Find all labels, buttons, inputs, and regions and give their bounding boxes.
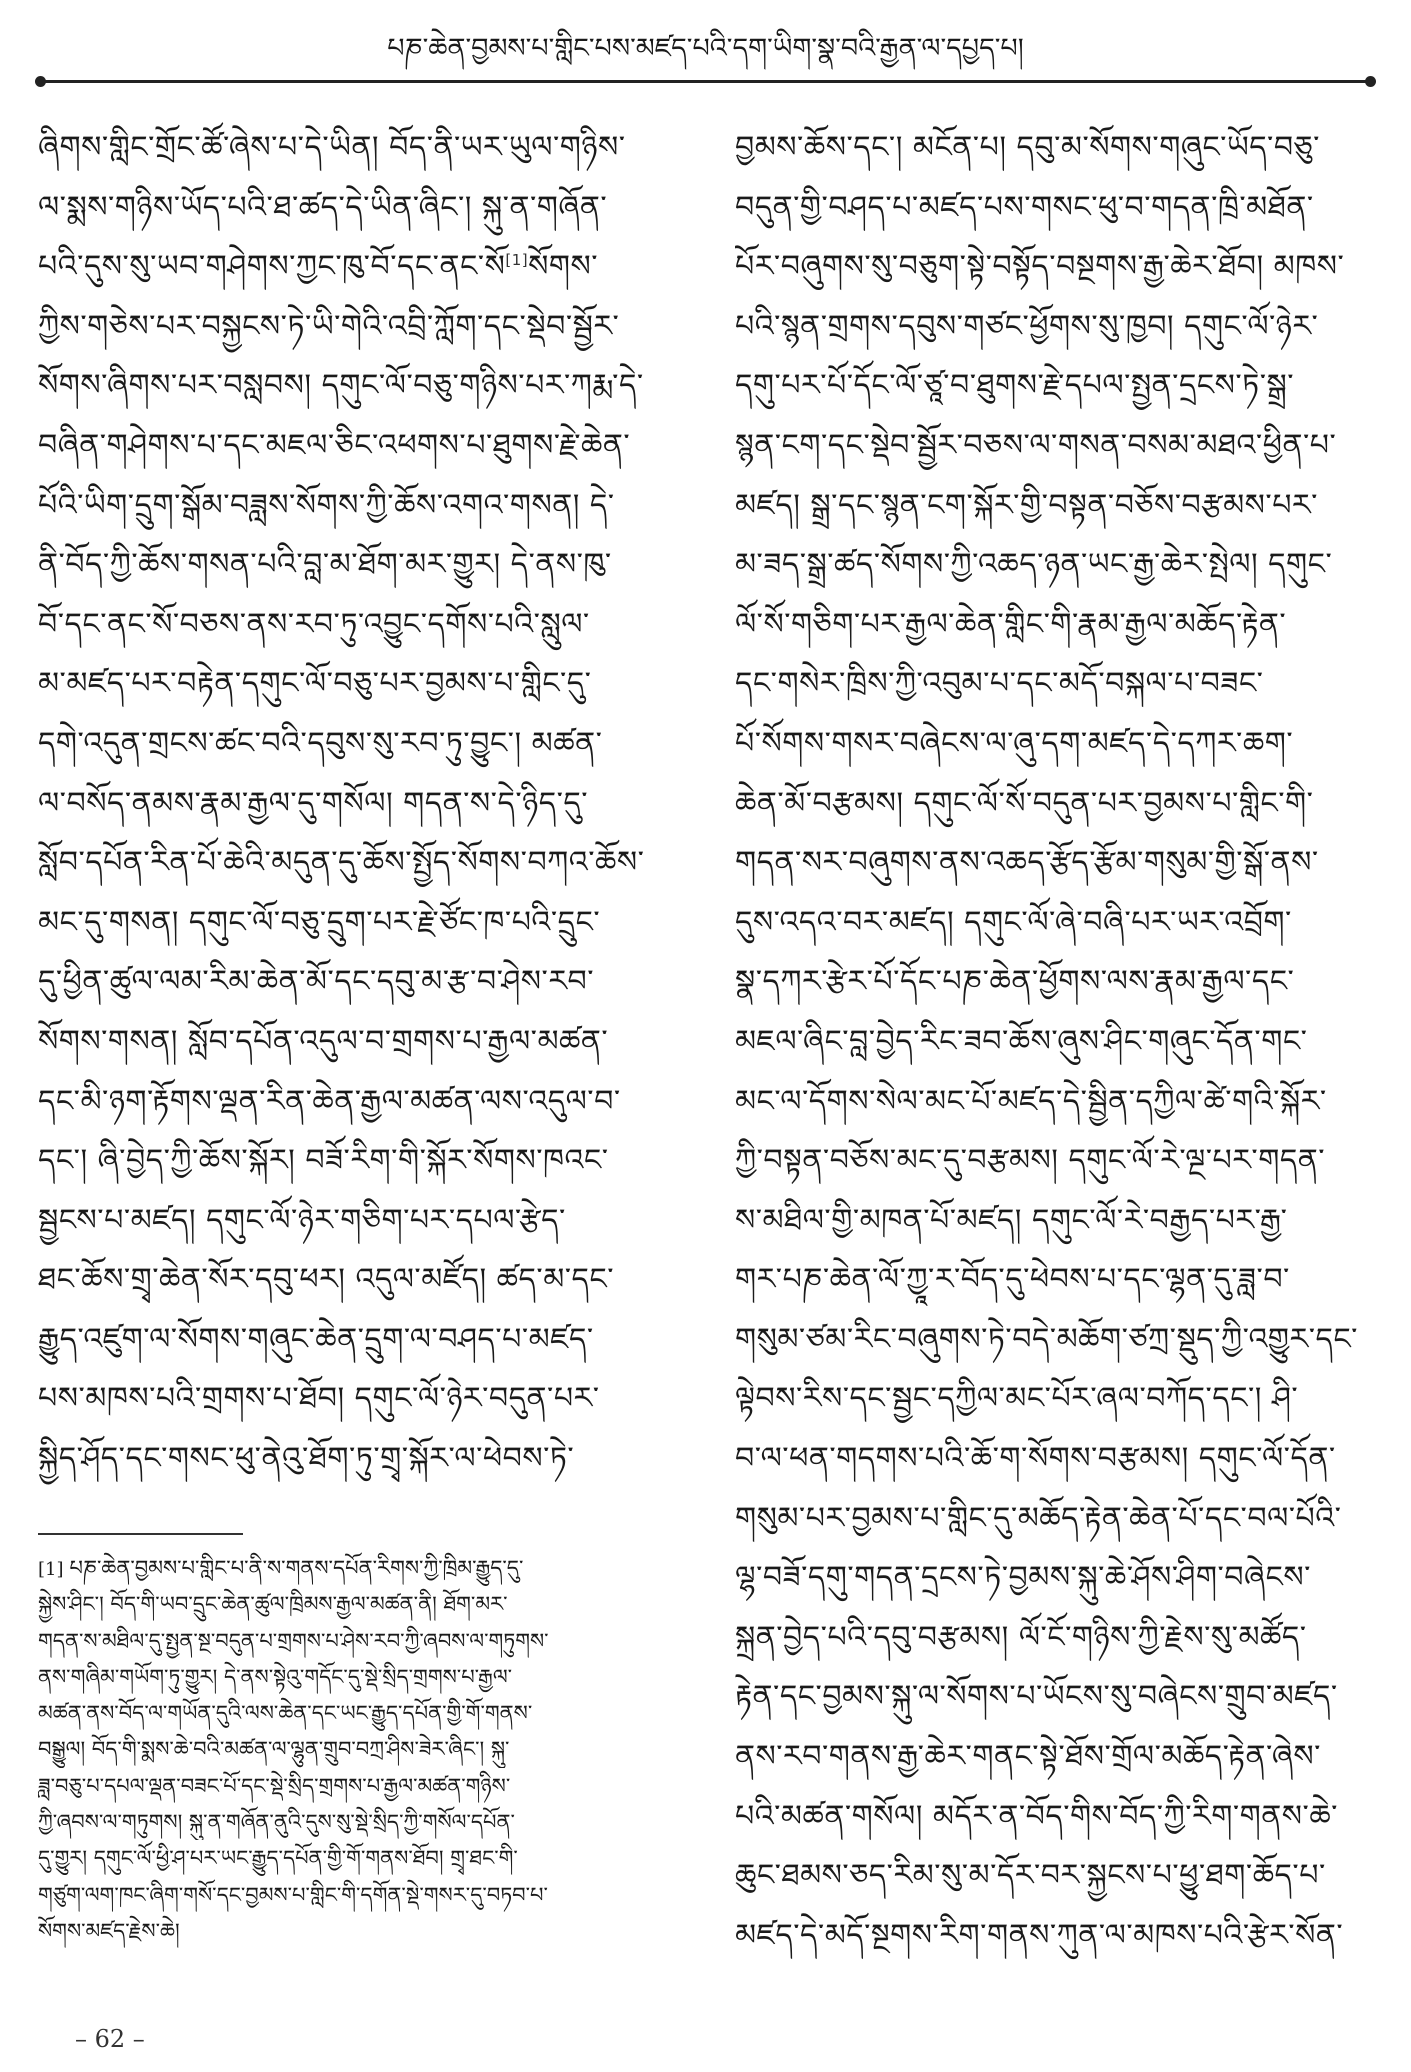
left-column-line: ལ་བསོད་ནམས་རྣམ་རྒྱལ་དུ་གསོལ། གདན་ས་དེ་ཉིད་དུ་ — [38, 785, 589, 821]
footnote-text: སོགས་མཛད་རྗེས་ཆེ། — [38, 1918, 180, 1943]
right-column-line: དགུ་པར་པོ་དོང་ལོ་ཙཱ་བ་ཐུགས་རྗེ་དཔལ་སྤྱན་དྲངས་ཏེ་སྒྲ་ — [735, 368, 1295, 404]
running-header: པཎ་ཆེན་བྱམས་པ་གླིང་པས་མཛད་པའི་དག་ཡིག་སྣ་བའི་རྒྱན་ལ་དཔྱད་པ། — [387, 33, 1024, 64]
left-column-line: བཞིན་གཤེགས་པ་དང་མཇལ་ཅིང་འཕགས་པ་ཐུགས་རྗེ་ཆེན་ — [38, 427, 631, 463]
footnote-text: ནས་གཞིམ་གཡོག་ཏུ་གྱུར། དེ་ནས་སྟེའུ་གདོང་དུ་སྡེ་སྲིད་གྲགས་པ་རྒྱལ་ — [38, 1664, 513, 1689]
right-column-line: སྙན་ངག་དང་སྡེབ་སྦྱོར་བཅས་ལ་གསན་བསམ་མཐའ་ཕྱིན་པ་ — [735, 427, 1337, 463]
right-column-line: ཆུང་ཐམས་ཅད་རིམ་སུ་མ་དོར་བར་སྐྱངས་པ་ཕྱུ་ཐག་ཆོད་པ་ — [735, 1858, 1326, 1894]
right-column-line: མཛད་དེ་མདོ་སྔགས་རིག་གནས་ཀུན་ལ་མཁས་པའི་རྩེར་སོན་ — [735, 1917, 1344, 1953]
left-column-line: སྦྱངས་པ་མཛད། དགུང་ལོ་ཉེར་གཅིག་པར་དཔལ་རྩེད་ — [38, 1202, 566, 1238]
footnote-line — [38, 1804, 688, 1840]
left-column-line: དང་། ཞི་བྱེད་ཀྱི་ཆོས་སྐོར། བཟོ་རིག་གི་སྐོར་སོགས་ཁའང་ — [38, 1143, 609, 1179]
footnote-label: [1] — [38, 1559, 64, 1580]
right-column-line: གསུམ་ཙམ་རིང་བཞུགས་ཏེ་བདེ་མཆོག་ཙཀྲ་སྡུད་ཀྱི་འགྱུར་དང་ — [735, 1321, 1358, 1357]
footnote-text: གཙུག་ལག་ཁང་ཞིག་གསོ་དང་བྱམས་པ་གླིང་གི་དགོན་སྡེ་གསར་དུ་བཏབ་པ་ — [38, 1882, 548, 1907]
right-column-line: རྟེན་དང་བྱམས་སྐུ་ལ་སོགས་པ་ཡོངས་སུ་བཞེངས་གྲུབ་མཛད་ — [735, 1679, 1338, 1715]
left-column-line: སློབ་དཔོན་རིན་པོ་ཆེའི་མདུན་དུ་ཆོས་སྤྱོད་སོགས་བཀའ་ཆོས་ — [38, 845, 645, 881]
footnote-text: ཀྱི་ཞབས་ལ་གཏུགས། སྐུ་ན་གཞོན་ནུའི་དུས་སུ་སྡེ་སྲིད་ཀྱི་གསོལ་དཔོན་ — [38, 1810, 515, 1835]
left-column-line: རྒྱུད་འཛུག་ལ་སོགས་གཞུང་ཆེན་དྲུག་ལ་བཤད་པ་མཛད་ — [38, 1321, 594, 1357]
left-column-line: སོགས་ཞིགས་པར་བསླབས། དགུང་ལོ་བཅུ་གཉིས་པར་ཀརྨ་དེ་ — [38, 368, 644, 404]
right-column-line: ལྟེབས་རིས་དང་སྦྱང་དཀྱིལ་མང་པོར་ཞལ་བཀོད་དང་། ཤི་ — [735, 1381, 1299, 1417]
line-continuation: སོགས་ — [528, 249, 599, 285]
right-column-line: བདུན་གྱི་བཤད་པ་མཛད་པས་གསང་ཕུ་བ་གདན་ཁྲི་མཐོན་ — [735, 189, 1314, 225]
right-column-line: པའི་མཚན་གསོལ། མདོར་ན་བོད་གིས་བོད་ཀྱི་རིག་གནས་ཆེ་ — [735, 1798, 1338, 1834]
footnote-text: བསྒྱུལ། བོད་གི་སྨས་ཆེ་བའི་མཚན་ལ་ལྷུན་གྲུབ་བཀྲ་ཤིས་ཟེར་ཞིང་། སྐུ་ — [38, 1737, 510, 1762]
footnote-line — [38, 1550, 688, 1586]
footnote-line — [38, 1840, 688, 1876]
left-column-line: པོའི་ཡིག་དྲུག་སྒོམ་བཟླས་སོགས་ཀྱི་ཆོས་འགའ་གསན། དེ་ — [38, 487, 615, 523]
right-column-line: པའི་སྙན་གྲགས་དབུས་གཙང་ཕྱོགས་སུ་ཁྱབ། དགུང་ལོ་ཉེར་ — [735, 308, 1319, 344]
footnote-marker[interactable]: [1] — [505, 251, 529, 270]
footnote-text: གདན་ས་མཐིལ་དུ་སྤྱན་སྔ་བདུན་པ་གྲགས་པ་ཤེས་རབ་ཀྱི་ཞབས་ལ་གཏུགས་ — [38, 1628, 549, 1653]
left-column-line: པས་མཁས་པའི་གྲགས་པ་ཐོབ། དགུང་ལོ་ཉེར་བདུན་པར་ — [38, 1381, 600, 1417]
footnote-text: ཟླ་བཅུ་པ་དཔལ་ལྡན་བཟང་པོ་དང་སྡེ་སྲིད་གྲགས་པ་རྒྱལ་མཚན་གཉིས་ — [38, 1773, 511, 1798]
left-column-line: དང་མི་ཉག་རྟོགས་ལྡན་རིན་ཆེན་རྒྱལ་མཚན་ལས་འདུལ་བ་ — [38, 1083, 621, 1119]
rule-dot-left — [35, 76, 46, 87]
right-column-line: པོ་སོགས་གསར་བཞེངས་ལ་ཞུ་དག་མཛད་དེ་དཀར་ཆག་ — [735, 725, 1294, 761]
left-column-line: དགེ་འདུན་གྲངས་ཚང་བའི་དབུས་སུ་རབ་ཏུ་བྱུང་། མཚན་ — [38, 725, 603, 761]
right-column-line: དང་གསེར་ཁྲིས་ཀྱི་འབུམ་པ་དང་མདོ་བསྐལ་པ་བཟང་ — [735, 666, 1264, 702]
footnote — [38, 1550, 688, 1949]
left-column-line: ནི་བོད་ཀྱི་ཆོས་གསན་པའི་བླ་མ་ཐོག་མར་གྱུར། དེ་ནས་ཁུ་ — [38, 547, 612, 583]
right-column-line: མཇལ་ཞིང་བླ་བྱེད་རིང་ཟབ་ཆོས་ཞུས་ཤིང་གཞུང་དོན་གང་ — [735, 1023, 1308, 1059]
left-column-line: པའི་དུས་སུ་ཡབ་གཤེགས་ཀྱང་ཁུ་བོ་དང་ནང་སོ[1]སོགས་ — [38, 249, 599, 285]
right-column-line: མ་ཟད་སྒྲ་ཚད་སོགས་ཀྱི་འཆད་ཉན་ཡང་རྒྱ་ཆེར་སྤེལ། དགུང་ — [735, 547, 1333, 583]
right-column-line: སྐྲན་བྱེད་པའི་དབུ་བརྩམས། ལོ་ངོ་གཉིས་ཀྱི་རྗེས་སུ་མཚོད་ — [735, 1619, 1307, 1655]
left-text-column — [38, 118, 688, 1489]
right-column-line: ས་མཐིལ་གྱི་མཁན་པོ་མཛད། དགུང་ལོ་རེ་བརྒྱད་པར་རྒྱ་ — [735, 1202, 1288, 1238]
footnote-line — [38, 1768, 688, 1804]
footnote-line — [38, 1695, 688, 1731]
right-text-column — [735, 118, 1385, 1965]
right-column-line: མང་ལ་དོགས་སེལ་མང་པོ་མཛད་དེ་སྦྱིན་དཀྱིལ་ཚེ་གའི་སྐོར་ — [735, 1083, 1327, 1119]
right-column-line: གར་པཎ་ཆེན་ལོ་ཀྱཱ་ར་བོད་དུ་ཕེབས་པ་དང་ལྷན་དུ་ཟླ་བ་ — [735, 1262, 1290, 1298]
footnote-text: དུ་གྱུར། དགུང་ལོ་ཕྱི་ཤ་པར་ཡང་རྒྱུད་དཔོན་གྱི་གོ་གནས་ཐོབ། གྲྭ་ཐང་གི་ — [38, 1846, 518, 1871]
left-column-line: དུ་ཕྱིན་ཚུལ་ལམ་རིམ་ཆེན་མོ་དང་དབུ་མ་རྩ་བ་ཤེས་རབ་ — [38, 964, 595, 1000]
right-column-line: ལོ་སོ་གཅིག་པར་རྒྱལ་ཆེན་གླིང་གི་རྣམ་རྒྱལ་མཆོད་རྟེན་ — [735, 606, 1287, 642]
right-column-line: གསུམ་པར་བྱམས་པ་གླིང་དུ་མཆོད་རྟེན་ཆེན་པོ་དང་བལ་པོའི་ — [735, 1500, 1342, 1536]
header-rule — [40, 80, 1371, 83]
footnote-text: པཎ་ཆེན་བྱམས་པ་གླིང་པ་ནི་ས་གནས་དཔོན་རིགས་ཀྱི་ཁྲིམ་རྒྱུད་དུ་ — [69, 1556, 524, 1580]
left-column-line: མ་མཛད་པར་བརྟེན་དགུང་ལོ་བཅུ་པར་བྱམས་པ་གླིང་དུ་ — [38, 666, 592, 702]
left-column-line: སོགས་གསན། སློབ་དཔོན་འདུལ་བ་གྲགས་པ་རྒྱལ་མཚན་ — [38, 1023, 609, 1059]
footnote-line — [38, 1913, 688, 1949]
left-column-line: ཀྱིས་གཅེས་པར་བསྐྱངས་ཏེ་ཡི་གེའི་འབྲི་ཀློག་དང་སྡེབ་སྦྱོར་ — [38, 308, 620, 344]
right-column-line: ཀྱི་བསྟན་བཅོས་མང་དུ་བརྩམས། དགུང་ལོ་རེ་ལྔ་པར་གདན་ — [735, 1143, 1326, 1179]
left-column-line: ཐང་ཆོས་གྲྭ་ཆེན་སོར་དབུ་ཕར། འདུལ་མཛོད། ཚད་མ་དང་ — [38, 1262, 615, 1298]
right-column-line: བ་ལ་ཕན་གདགས་པའི་ཆོ་ག་སོགས་བརྩམས། དགུང་ལོ་དོན་ — [735, 1441, 1336, 1477]
footnote-rule — [38, 1533, 243, 1535]
right-column-line: ཆེན་མོ་བརྩམས། དགུང་ལོ་སོ་བདུན་པར་བྱམས་པ་གླིང་གི་ — [735, 785, 1314, 821]
right-column-line: ལྷ་བཟོ་དགུ་གདན་དྲངས་ཏེ་བྱམས་སྐུ་ཆེ་ཤོས་ཤིག་བཞེངས་ — [735, 1560, 1311, 1596]
right-column-line: གདན་སར་བཞུགས་ནས་འཆད་རྩོད་རྩོམ་གསུམ་གྱི་སྒོ་ནས་ — [735, 845, 1319, 881]
right-column-line: བྱམས་ཆོས་དང་། མངོན་པ། དབུ་མ་སོགས་གཞུང་ཡོད་བཅུ་ — [735, 130, 1320, 165]
footnote-line — [38, 1586, 688, 1622]
right-column-line: པོར་བཞུགས་སུ་བཅུག་སྟེ་བསྟོད་བསྔགས་རྒྱ་ཆེར་ཐོབ། མཁས་ — [735, 249, 1345, 285]
rule-dot-right — [1365, 76, 1376, 87]
left-column-line: ལ་སྨས་གཉིས་ཡོད་པའི་ཐ་ཚད་དེ་ཡིན་ཞིང་། སྐུ་ན་གཞོན་ — [38, 189, 608, 225]
footnote-text: མཚན་ནས་བོད་ལ་གཡོན་དུའི་ལས་ཆེན་དང་ཡང་རྒྱུད་དཔོན་གྱི་གོ་གནས་ — [38, 1701, 533, 1726]
footnote-line — [38, 1623, 688, 1659]
footnote-text: སྐྱེས་ཤིང་། བོད་གི་ཡབ་དྲུང་ཆེན་ཚུལ་ཁྲིམས་རྒྱལ་མཚན་ནི། ཐོག་མར་ — [38, 1592, 508, 1617]
left-column-line: བོ་དང་ནང་སོ་བཅས་ནས་རབ་ཏུ་འབྱུང་དགོས་པའི་སླུལ་ — [38, 606, 590, 642]
left-column-line: ཞིགས་གླིང་གྲོང་ཚོ་ཞེས་པ་དེ་ཡིན། བོད་ནི་ཡར་ཡུལ་གཉིས་ — [38, 130, 626, 165]
footnote-line — [38, 1731, 688, 1767]
page-number: – 62 – — [75, 2025, 145, 2053]
left-column-line: སྐྱིད་ཤོད་དང་གསང་ཕུ་ནེའུ་ཐོག་ཏུ་གྲྭ་སྐོར་ལ་ཕེབས་ཏེ་ — [38, 1441, 575, 1477]
footnote-line — [38, 1659, 688, 1695]
left-column-line: མང་དུ་གསན། དགུང་ལོ་བཅུ་དྲུག་པར་རྗེ་ཙོང་ཁ་པའི་དྲུང་ — [38, 904, 601, 940]
right-column-line: མཛད། སྒྲ་དང་སྙན་ངག་སྐོར་གྱི་བསྟན་བཅོས་བརྩམས་པར་ — [735, 487, 1318, 523]
right-column-line: སྣ་དཀར་རྩེར་པོ་དོང་པཎ་ཆེན་ཕྱོགས་ལས་རྣམ་རྒྱལ་དང་ — [735, 964, 1295, 1000]
footnote-line — [38, 1877, 688, 1913]
right-column-line: ནས་རབ་གནས་རྒྱ་ཆེར་གནང་སྟེ་ཐོས་གྲོལ་མཆོད་རྟེན་ཞེས་ — [735, 1739, 1321, 1775]
right-column-line: དུས་འདའ་བར་མཛད། དགུང་ལོ་ཞེ་བཞི་པར་ཡར་འབྲོག་ — [735, 904, 1292, 940]
